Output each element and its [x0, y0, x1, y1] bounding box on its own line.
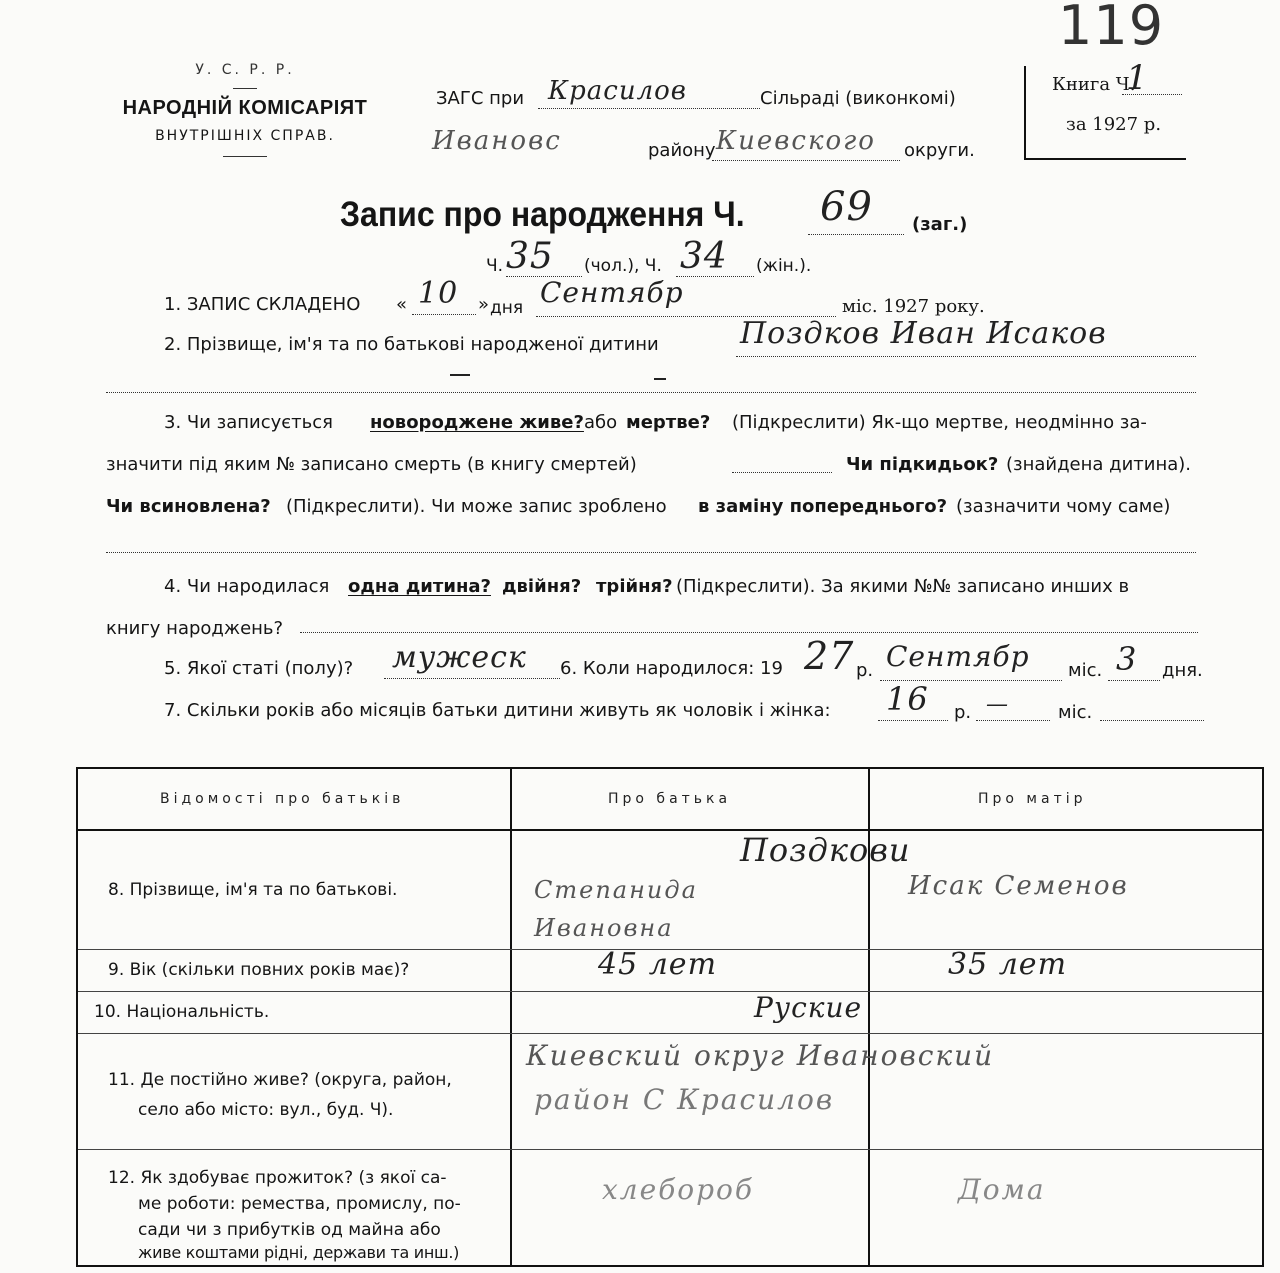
female-label: (жін.).	[756, 256, 812, 276]
row8-label: 8. Прізвище, ім'я та по батькові.	[108, 880, 398, 900]
male-prefix: Ч.	[486, 256, 504, 276]
item7-mis: міс.	[1058, 702, 1093, 723]
item7-label: 7. Скільки років або місяців батьки дитини живуть як чоловік і жінка:	[164, 700, 831, 721]
item3-dead: мертве?	[626, 412, 711, 433]
item6-r: р.	[856, 660, 874, 681]
header-mother: Про матір	[978, 791, 1087, 807]
item1-month: Сентябр	[540, 276, 684, 309]
parents-table	[76, 767, 1264, 1267]
row10-label: 10. Національність.	[94, 1002, 270, 1022]
item7-years: 16	[886, 680, 929, 718]
row11-residence-1: Киевский округ Ивановский	[526, 1039, 995, 1072]
row12-label-1: 12. Як здобуває прожиток? (з якої са-	[108, 1168, 447, 1188]
row10-nationality: Руские	[754, 991, 863, 1024]
item4-line2: книгу народжень?	[106, 618, 284, 639]
row11-residence-2: район С Красилов	[534, 1083, 835, 1116]
item6-mis: міс.	[1068, 660, 1103, 681]
item1-tail: міс. 1927 року.	[842, 296, 985, 317]
item6-year: 27	[804, 634, 855, 678]
row12-label-4: живе коштами рідні, держави та инш.)	[138, 1243, 460, 1262]
item1-day-label: дня	[490, 298, 524, 318]
item4-line1-a: 4. Чи народилася	[164, 576, 330, 597]
department-label: ВНУТРІШНІХ СПРАВ.	[155, 128, 335, 144]
row12-mother-occupation: Дома	[958, 1173, 1046, 1206]
item7-months: —	[986, 692, 1009, 717]
row12-label-2: ме роботи: ремества, промислу, по-	[138, 1194, 461, 1214]
item1-close-quote: »	[478, 294, 490, 315]
row8-father-name: Степанида Ивановна	[534, 876, 698, 942]
item3-line2-a: значити під яким № записано смерть (в книгу смертей)	[106, 454, 637, 475]
record-title: Запис про народження Ч.	[340, 194, 745, 234]
item1-open-quote: «	[396, 294, 408, 315]
item3-replacement: в заміну попереднього?	[698, 496, 948, 517]
item3-line1-b: (Підкреслити) Як-що мертве, неодмінно за-	[732, 412, 1147, 433]
record-gen-label: (заг.)	[912, 214, 968, 235]
item4-triplets: трійня?	[596, 576, 673, 597]
item1-day: 10	[418, 276, 459, 311]
header-father: Про батька	[608, 791, 732, 807]
male-label: (чол.), Ч.	[584, 256, 662, 276]
raion-label: району	[648, 140, 716, 161]
item4-single: одна дитина?	[348, 576, 491, 597]
raion-name: Ивановс	[432, 126, 562, 156]
item5-label: 5. Якої статі (полу)?	[164, 658, 354, 679]
item1-label: 1. ЗАПИС СКЛАДЕНО	[164, 294, 361, 315]
page-number: 119	[1058, 0, 1165, 57]
item3-line3-a: (Підкреслити). Чи може запис зроблено	[286, 496, 667, 517]
header-parents-info: Відомості про батьків	[160, 791, 405, 807]
book-box	[1024, 58, 1186, 160]
book-number: 1	[1126, 58, 1149, 98]
record-number: 69	[820, 184, 873, 230]
okrug-label: округи.	[904, 140, 975, 161]
item3-adopted: Чи всиновлена?	[106, 496, 271, 517]
item4-twins: двійня?	[502, 576, 582, 597]
item3-or: або	[584, 412, 618, 433]
zags-suffix: Сільраді (виконкомі)	[760, 88, 956, 109]
item7-r: р.	[954, 702, 972, 723]
row9-label: 9. Вік (скільки повних років має)?	[108, 960, 410, 980]
item3-alive: новороджене живе?	[370, 412, 584, 433]
item3-line3-b: (зазначити чому саме)	[956, 496, 1171, 517]
zags-village: Красилов	[548, 76, 687, 106]
republic-label: У. С. Р. Р.	[195, 62, 295, 78]
item3-line1-a: 3. Чи записується	[164, 412, 333, 433]
book-year: за 1927 р.	[1066, 114, 1162, 135]
item3-foundling: Чи підкидьок?	[846, 454, 999, 475]
row8-surname: Поздкови	[740, 831, 911, 869]
item6-day: 3	[1116, 640, 1138, 678]
row12-father-occupation: хлебороб	[602, 1173, 755, 1206]
row11-label-1: 11. Де постійно живе? (округа, район,	[108, 1070, 452, 1090]
item4-line1-b: (Підкреслити). За якими №№ записано инших в	[676, 576, 1130, 597]
row8-mother-name: Исак Семенов	[908, 871, 1129, 901]
item6-dnya: дня.	[1162, 660, 1203, 681]
item6-month: Сентябр	[886, 640, 1030, 673]
row9-father-age: 45 лет	[598, 947, 718, 982]
zags-prefix: ЗАГС при	[436, 88, 525, 109]
book-label: Книга Ч.	[1052, 74, 1136, 95]
male-count: 35	[506, 236, 554, 277]
item2-child-name: Поздков Иван Исаков	[740, 316, 1107, 351]
okrug-name: Киевского	[716, 126, 876, 156]
item6-label: 6. Коли народилося: 19	[560, 658, 783, 679]
issuer-block	[100, 62, 390, 157]
item5-sex: мужеск	[392, 640, 527, 675]
row11-label-2: село або місто: вул., буд. Ч).	[138, 1100, 394, 1120]
row12-label-3: сади чи з прибутків од майна або	[138, 1220, 441, 1240]
female-count: 34	[680, 236, 728, 277]
commissariat-title: НАРОДНІЙ КОМІСАРІЯТ	[122, 97, 368, 119]
item3-line2-b: (знайдена дитина).	[1006, 454, 1192, 475]
row9-mother-age: 35 лет	[948, 947, 1068, 982]
item2-label: 2. Прізвище, ім'я та по батькові народженої дитини	[164, 334, 659, 355]
